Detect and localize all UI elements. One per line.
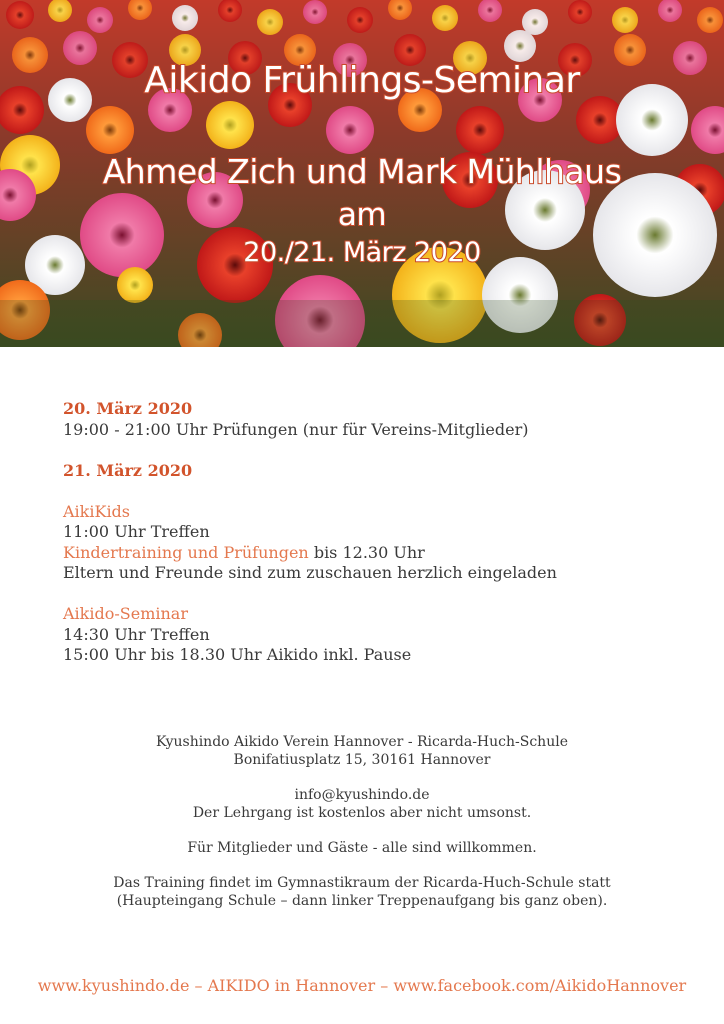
kids-training-until: bis 12.30 Uhr xyxy=(308,542,425,562)
seminar-title: Aikido Frühlings-Seminar xyxy=(144,60,580,101)
seminar-heading: Aikido-Seminar xyxy=(63,604,188,623)
location-line-1: Das Training findet im Gymnastikraum der Ricarda-Huch-Schule statt xyxy=(113,875,611,891)
welcome-note: Für Mitglieder und Gäste - alle sind willkommen. xyxy=(187,840,537,856)
schedule-section xyxy=(63,399,683,666)
kids-heading: AikiKids xyxy=(63,501,131,521)
contact-email: info@kyushindo.de xyxy=(294,787,430,803)
cost-note: Der Lehrgang ist kostenlos aber nicht umsonst. xyxy=(192,805,532,821)
day2-date: 21. März 2020 xyxy=(63,460,193,480)
info-section xyxy=(0,733,724,910)
location-line-2: (Haupteingang Schule – dann linker Treppenaufgang bis ganz oben). xyxy=(116,893,608,909)
hero-banner xyxy=(0,0,724,347)
club-address: Bonifatiusplatz 15, 30161 Hannover xyxy=(233,752,491,768)
kids-invite-line: Eltern und Freunde sind zum zuschauen herzlich eingeladen xyxy=(63,563,557,582)
day1-exam-line: 19:00 - 21:00 Uhr Prüfungen (nur für Vereins-Mitglieder) xyxy=(63,419,529,439)
seminar-time-line: 15:00 Uhr bis 18.30 Uhr Aikido inkl. Pause xyxy=(63,645,412,664)
kids-training-line xyxy=(63,543,683,564)
club-name: Kyushindo Aikido Verein Hannover - Ricarda-Huch-Schule xyxy=(156,734,568,750)
seminar-meet-line: 14:30 Uhr Treffen xyxy=(63,624,210,644)
seminar-dates: 20./21. März 2020 xyxy=(243,237,481,268)
footer-links: www.kyushindo.de – AIKIDO in Hannover – www.facebook.com/AikidoHannover xyxy=(37,976,687,995)
kids-training-label: Kindertraining und Prüfungen xyxy=(63,542,309,562)
am-line: am xyxy=(337,197,387,233)
kids-meet-line: 11:00 Uhr Treffen xyxy=(63,522,210,541)
teachers-line: Ahmed Zich und Mark Mühlhaus xyxy=(102,152,622,191)
day1-date: 20. März 2020 xyxy=(63,399,193,418)
